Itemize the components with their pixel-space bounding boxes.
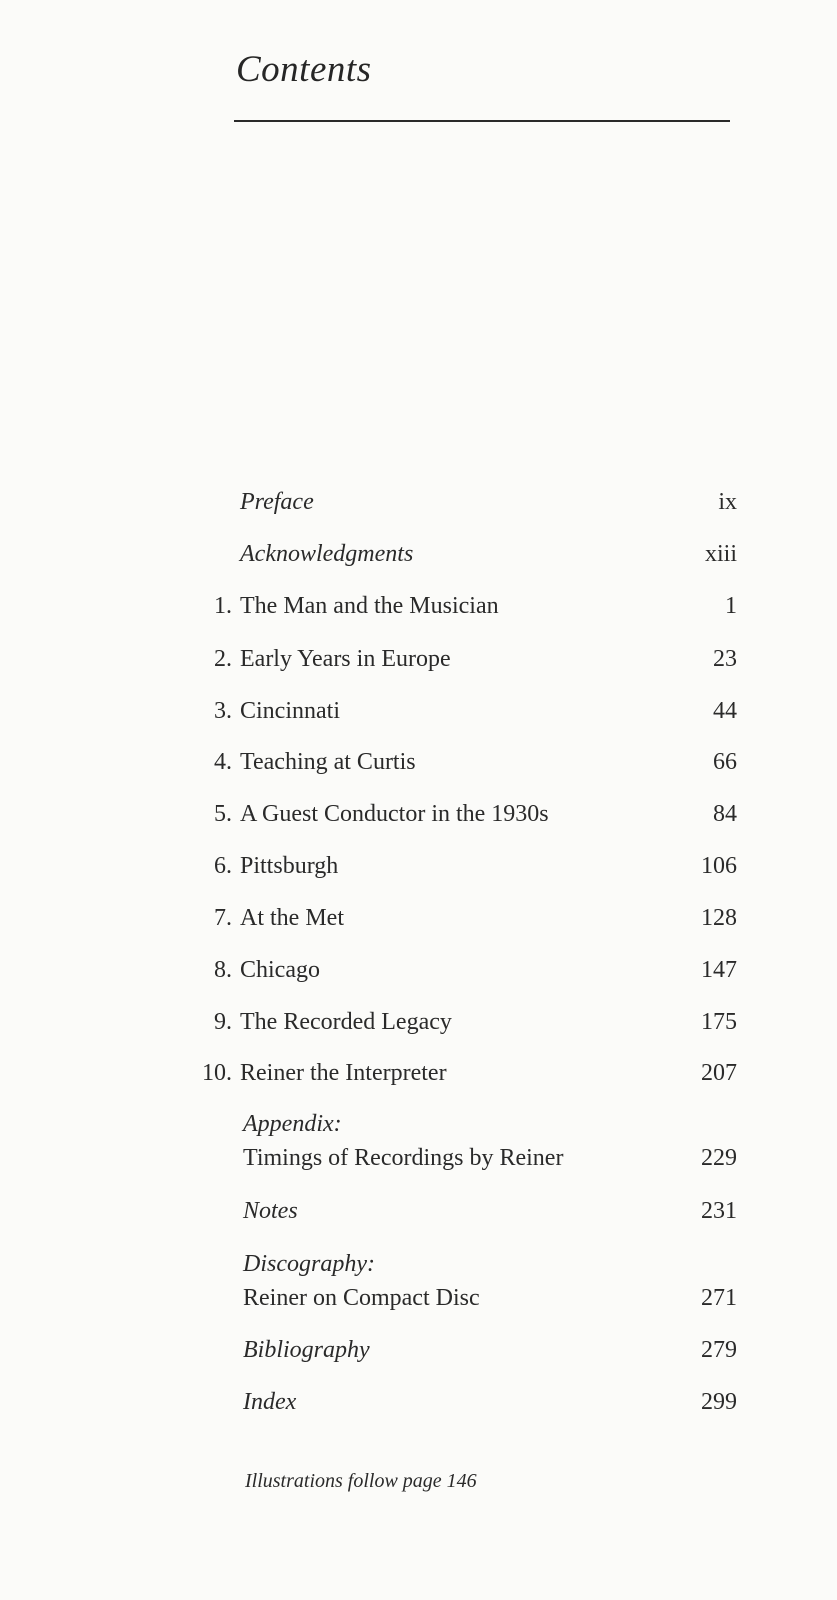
toc-entry-page: 299 (701, 1389, 737, 1415)
toc-entry-page: 271 (701, 1285, 737, 1311)
toc-entry-title: Pittsburgh (240, 853, 339, 879)
toc-entry-title: Notes (243, 1198, 298, 1224)
toc-entry-page: 106 (701, 853, 737, 879)
toc-entry-subtitle: Reiner on Compact Disc (243, 1285, 480, 1311)
toc-entry-subtitle: Timings of Recordings by Reiner (243, 1145, 564, 1171)
toc-chapter-number: 10. (202, 1060, 232, 1086)
toc-entry-title: Reiner the Interpreter (240, 1060, 447, 1086)
toc-chapter-number: 1. (214, 593, 232, 619)
toc-entry-title: The Man and the Musician (240, 593, 499, 619)
toc-entry-page: 147 (701, 957, 737, 983)
toc-entry-page: 84 (713, 801, 737, 827)
toc-entry-title (243, 1107, 563, 1175)
toc-entry-title: Preface (240, 489, 314, 515)
toc-entry-page: 229 (701, 1145, 737, 1171)
toc-entry-page: 231 (701, 1198, 737, 1224)
toc-chapter-number: 2. (214, 646, 232, 672)
toc-entry-page: ix (718, 489, 737, 515)
toc-entry-title: Early Years in Europe (240, 646, 451, 672)
toc-entry-title: Teaching at Curtis (240, 749, 416, 775)
toc-entry-page: xiii (704, 541, 737, 567)
toc-entry-page: 1 (725, 593, 737, 619)
toc-chapter-number: 9. (214, 1009, 232, 1035)
toc-entry-title: Cincinnati (240, 698, 340, 724)
toc-entry-title: Index (243, 1389, 297, 1415)
toc-chapter-number: 6. (214, 853, 232, 879)
toc-entry-title: Bibliography (243, 1337, 370, 1363)
toc-entry-heading: Appendix: (243, 1111, 342, 1137)
toc-entry-page: 207 (701, 1060, 737, 1086)
heading-rule (234, 120, 730, 122)
toc-entry-title: At the Met (240, 905, 344, 931)
toc-entry-page: 175 (701, 1009, 737, 1035)
toc-entry-title (243, 1247, 480, 1315)
toc-entry-page: 128 (701, 905, 737, 931)
contents-heading: Contents (236, 49, 372, 90)
toc-entry-title: Acknowledgments (240, 541, 414, 567)
toc-entry-title: The Recorded Legacy (240, 1009, 452, 1035)
toc-entry-page: 23 (713, 646, 737, 672)
toc-chapter-number: 7. (214, 905, 232, 931)
toc-entry-page: 44 (713, 698, 737, 724)
toc-entry-title: A Guest Conductor in the 1930s (240, 801, 549, 827)
toc-chapter-number: 5. (214, 801, 232, 827)
toc-entry-heading: Discography: (243, 1251, 375, 1277)
toc-chapter-number: 8. (214, 957, 232, 983)
toc-chapter-number: 4. (214, 749, 232, 775)
toc-entry-page: 279 (701, 1337, 737, 1363)
toc-entry-page: 66 (713, 749, 737, 775)
toc-chapter-number: 3. (214, 698, 232, 724)
toc-entry-title: Chicago (240, 957, 320, 983)
illustrations-note: Illustrations follow page 146 (245, 1470, 477, 1492)
